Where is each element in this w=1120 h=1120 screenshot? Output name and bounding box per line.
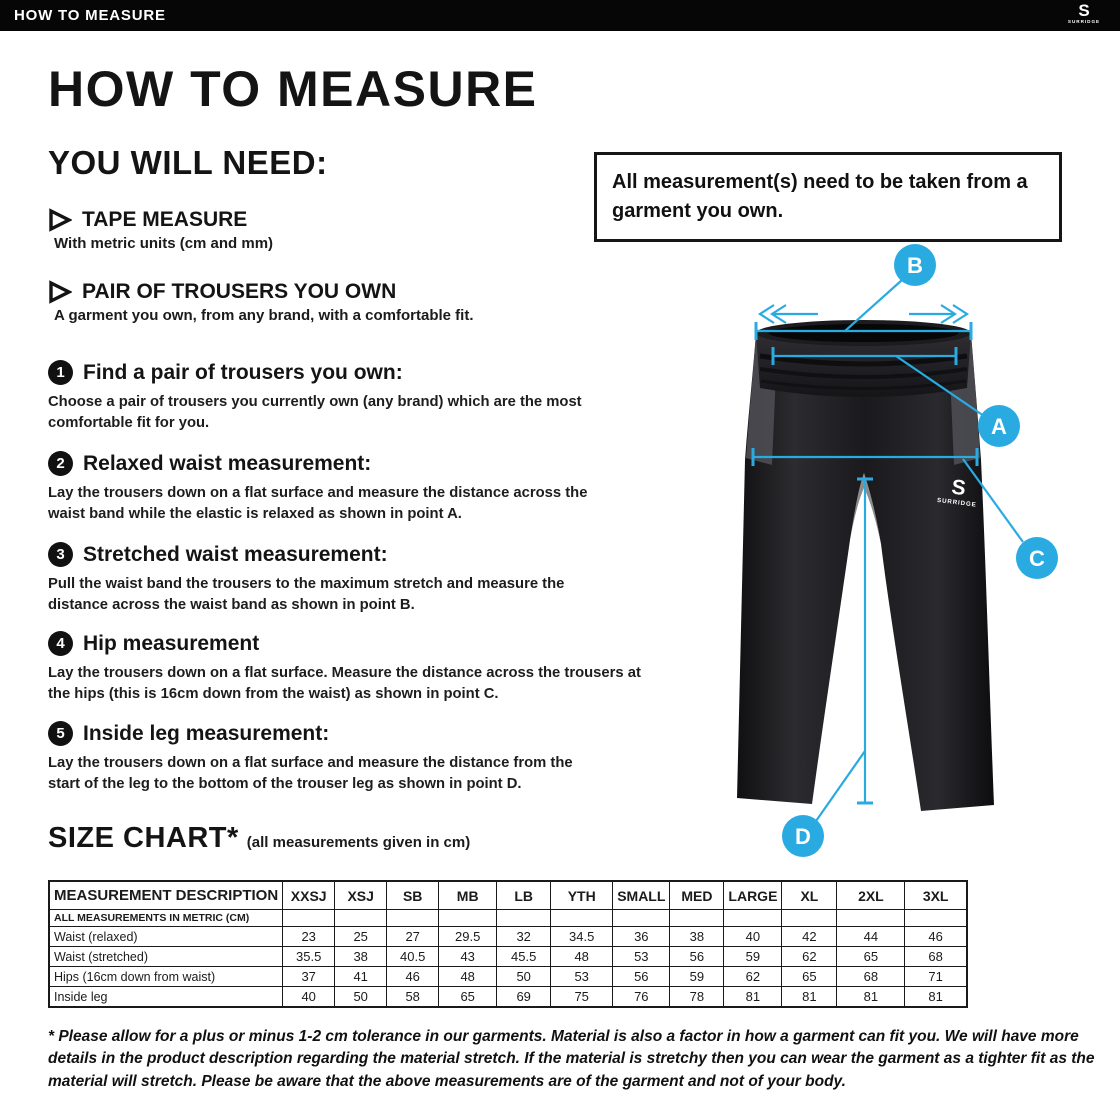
step-body: Choose a pair of trousers you currently own (any brand) which are the most comfortable fit for you. bbox=[48, 394, 582, 431]
measurement-value: 71 bbox=[905, 967, 967, 987]
measurement-value: 46 bbox=[905, 927, 967, 947]
column-header-size: XSJ bbox=[335, 881, 387, 910]
point-b-label: B bbox=[907, 253, 923, 278]
step-number-badge: 4 bbox=[48, 631, 73, 656]
step-5 bbox=[48, 721, 658, 794]
step-body: Lay the trousers down on a flat surface and measure the distance from the start of the leg to the bottom of the trouser leg as shown in point D. bbox=[48, 755, 573, 792]
measurement-value: 45.5 bbox=[497, 947, 551, 967]
step-head bbox=[48, 542, 658, 567]
measurement-value: 40 bbox=[283, 987, 335, 1008]
measurement-value: 68 bbox=[905, 947, 967, 967]
top-bar bbox=[0, 0, 1120, 31]
step-title: Hip measurement bbox=[83, 631, 260, 655]
step-number-badge: 5 bbox=[48, 721, 73, 746]
column-header-size: SB bbox=[387, 881, 439, 910]
measurement-value: 56 bbox=[613, 967, 670, 987]
svg-text:S: S bbox=[950, 475, 967, 501]
need-item-label: TAPE MEASURE bbox=[82, 208, 248, 231]
need-item-trousers bbox=[48, 280, 473, 324]
empty-cell bbox=[782, 910, 837, 927]
measurement-value: 81 bbox=[724, 987, 782, 1008]
measurement-value: 59 bbox=[670, 967, 724, 987]
step-head bbox=[48, 721, 658, 746]
step-4 bbox=[48, 631, 658, 704]
step-number-badge: 1 bbox=[48, 360, 73, 385]
surridge-s-glyph: S bbox=[1078, 1, 1090, 20]
row-label: Waist (relaxed) bbox=[49, 927, 283, 947]
measurement-value: 36 bbox=[613, 927, 670, 947]
measurement-value: 32 bbox=[497, 927, 551, 947]
measurement-value: 34.5 bbox=[551, 927, 613, 947]
step-title: Find a pair of trousers you own: bbox=[83, 360, 403, 384]
empty-cell bbox=[439, 910, 497, 927]
column-header-size: XL bbox=[782, 881, 837, 910]
measurement-value: 50 bbox=[335, 987, 387, 1008]
empty-cell bbox=[837, 910, 905, 927]
measurement-value: 41 bbox=[335, 967, 387, 987]
measurement-value: 56 bbox=[670, 947, 724, 967]
empty-cell bbox=[551, 910, 613, 927]
metric-note-row bbox=[49, 910, 967, 927]
surridge-logo-icon bbox=[1058, 2, 1110, 25]
column-header-size: MB bbox=[439, 881, 497, 910]
size-chart-subtitle: (all measurements given in cm) bbox=[246, 834, 471, 851]
measurement-value: 68 bbox=[837, 967, 905, 987]
measurement-value: 53 bbox=[613, 947, 670, 967]
step-body: Pull the waist band the trousers to the maximum stretch and measure the distance across the waist band as shown in point B. bbox=[48, 576, 565, 613]
measurement-value: 65 bbox=[439, 987, 497, 1008]
measurement-value: 62 bbox=[724, 967, 782, 987]
measurement-value: 62 bbox=[782, 947, 837, 967]
step-body: Lay the trousers down on a flat surface and measure the distance across the waist band while the elastic is relaxed as shown in point A. bbox=[48, 485, 588, 522]
step-head bbox=[48, 631, 658, 656]
measurement-value: 50 bbox=[497, 967, 551, 987]
size-chart-heading-row bbox=[48, 822, 470, 855]
measurement-value: 48 bbox=[439, 967, 497, 987]
measurement-value: 81 bbox=[905, 987, 967, 1008]
step-title: Stretched waist measurement: bbox=[83, 542, 388, 566]
size-chart-table bbox=[48, 880, 968, 1008]
measurement-value: 59 bbox=[724, 947, 782, 967]
column-header-description: MEASUREMENT DESCRIPTION bbox=[49, 881, 283, 910]
measurement-value: 58 bbox=[387, 987, 439, 1008]
column-header-size: LARGE bbox=[724, 881, 782, 910]
step-2 bbox=[48, 451, 658, 524]
triangle-bullet-icon bbox=[48, 208, 72, 232]
need-item-detail: A garment you own, from any brand, with a comfortable fit. bbox=[54, 307, 474, 324]
need-item-label: PAIR OF TROUSERS YOU OWN bbox=[82, 280, 397, 303]
need-item-detail: With metric units (cm and mm) bbox=[54, 235, 274, 252]
measurement-value: 42 bbox=[782, 927, 837, 947]
step-head bbox=[48, 360, 658, 385]
measurement-value: 38 bbox=[670, 927, 724, 947]
step-number-badge: 3 bbox=[48, 542, 73, 567]
measurement-value: 69 bbox=[497, 987, 551, 1008]
row-label: Inside leg bbox=[49, 987, 283, 1008]
measurement-value: 44 bbox=[837, 927, 905, 947]
point-d-label: D bbox=[795, 824, 811, 849]
step-3 bbox=[48, 542, 658, 615]
empty-cell bbox=[905, 910, 967, 927]
point-a-label: A bbox=[991, 414, 1007, 439]
measurement-value: 46 bbox=[387, 967, 439, 987]
metric-note-cell: ALL MEASUREMENTS IN METRIC (CM) bbox=[49, 910, 283, 927]
size-chart-title: SIZE CHART* bbox=[48, 822, 239, 854]
measurement-value: 48 bbox=[551, 947, 613, 967]
measurement-value: 75 bbox=[551, 987, 613, 1008]
topbar-title: HOW TO MEASURE bbox=[14, 7, 166, 24]
triangle-bullet-icon bbox=[48, 280, 72, 304]
you-will-need-heading: YOU WILL NEED: bbox=[48, 144, 328, 181]
measurement-value: 25 bbox=[335, 927, 387, 947]
page-title: HOW TO MEASURE bbox=[48, 61, 538, 117]
empty-cell bbox=[335, 910, 387, 927]
measurement-value: 27 bbox=[387, 927, 439, 947]
need-item-head bbox=[48, 208, 273, 232]
measurement-value: 53 bbox=[551, 967, 613, 987]
measurement-value: 40 bbox=[724, 927, 782, 947]
measurement-value: 78 bbox=[670, 987, 724, 1008]
surridge-wordmark: SURRIDGE bbox=[1067, 19, 1101, 24]
measurement-value: 29.5 bbox=[439, 927, 497, 947]
column-header-size: LB bbox=[497, 881, 551, 910]
measurement-value: 81 bbox=[837, 987, 905, 1008]
step-number-badge: 2 bbox=[48, 451, 73, 476]
table-header-row bbox=[49, 881, 967, 910]
row-label: Hips (16cm down from waist) bbox=[49, 967, 283, 987]
measurement-value: 37 bbox=[283, 967, 335, 987]
empty-cell bbox=[497, 910, 551, 927]
column-header-size: 2XL bbox=[837, 881, 905, 910]
measurement-value: 40.5 bbox=[387, 947, 439, 967]
waist-opening bbox=[769, 324, 959, 342]
column-header-size: MED bbox=[670, 881, 724, 910]
column-header-size: SMALL bbox=[613, 881, 670, 910]
empty-cell bbox=[387, 910, 439, 927]
measurement-value: 38 bbox=[335, 947, 387, 967]
step-body: Lay the trousers down on a flat surface. Measure the distance across the trousers at the hips (this is 16cm down from the waist) as shown in point C. bbox=[48, 665, 641, 702]
step-head bbox=[48, 451, 658, 476]
column-header-size: XXSJ bbox=[283, 881, 335, 910]
step-1 bbox=[48, 360, 658, 433]
step-title: Relaxed waist measurement: bbox=[83, 451, 372, 475]
trousers-illustration bbox=[690, 238, 1120, 870]
measurement-value: 23 bbox=[283, 927, 335, 947]
empty-cell bbox=[613, 910, 670, 927]
step-title: Inside leg measurement: bbox=[83, 721, 330, 745]
measurement-value: 65 bbox=[782, 967, 837, 987]
empty-cell bbox=[670, 910, 724, 927]
column-header-size: YTH bbox=[551, 881, 613, 910]
table-row bbox=[49, 987, 967, 1008]
table-row bbox=[49, 927, 967, 947]
need-item-tape-measure bbox=[48, 208, 273, 252]
svg-text:SURRIDGE: SURRIDGE bbox=[936, 496, 978, 509]
measurement-value: 43 bbox=[439, 947, 497, 967]
need-item-head bbox=[48, 280, 473, 304]
empty-cell bbox=[724, 910, 782, 927]
measurement-value: 76 bbox=[613, 987, 670, 1008]
measurement-note-box: All measurement(s) need to be taken from a garment you own. bbox=[594, 152, 1062, 242]
table-row bbox=[49, 947, 967, 967]
table-row bbox=[49, 967, 967, 987]
measurement-value: 65 bbox=[837, 947, 905, 967]
empty-cell bbox=[283, 910, 335, 927]
column-header-size: 3XL bbox=[905, 881, 967, 910]
point-c-label: C bbox=[1029, 546, 1045, 571]
trousers-measurement-diagram bbox=[690, 238, 1120, 870]
tolerance-footnote: * Please allow for a plus or minus 1-2 cm tolerance in our garments. Material is also a factor in how a garment can fit you. We will have more details in the product description regarding the material stretch. If the material is stretchy then you can wear the garment as a tighter fit as the material will stretch. Please be aware that the above measurements are of the garment and not of your body. bbox=[48, 1028, 1095, 1090]
measurement-value: 81 bbox=[782, 987, 837, 1008]
row-label: Waist (stretched) bbox=[49, 947, 283, 967]
measurement-value: 35.5 bbox=[283, 947, 335, 967]
